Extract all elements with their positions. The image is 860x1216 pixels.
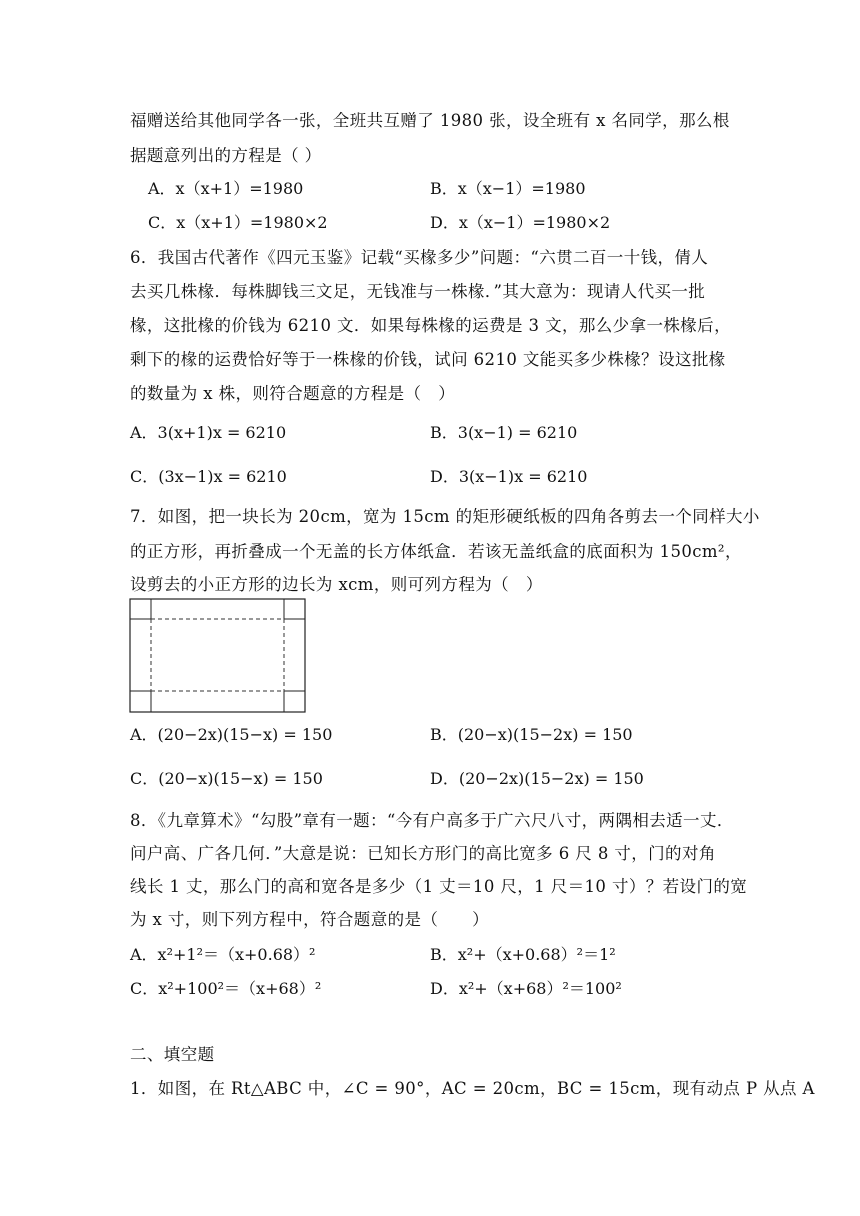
q8-option-a: A．x²+1²＝（x+0.68）² — [130, 945, 316, 964]
q6-line-2: 去买几株椽．每株脚钱三文足，无钱准与一株椽．”其大意为：现请人代买一批 — [130, 282, 706, 301]
q8-line-2: 问户高、广各几何．”大意是说：已知长方形门的高比宽多 6 尺 8 寸，门的对角 — [130, 844, 716, 863]
q5-option-d: D．x（x−1）=1980×2 — [430, 213, 611, 232]
q6-line-5: 的数量为 x 株，则符合题意的方程是（ ） — [130, 384, 456, 403]
q6-option-d: D．3(x−1)x = 6210 — [430, 467, 588, 486]
q8-line-4: 为 x 寸，则下列方程中，符合题意的是（ ） — [130, 910, 489, 929]
q7-option-d: D．(20−2x)(15−2x) = 150 — [430, 769, 644, 788]
q5-line-1: 福赠送给其他同学各一张，全班共互赠了 1980 张，设全班有 x 名同学，那么根 — [130, 111, 730, 130]
q7-option-c: C．(20−x)(15−x) = 150 — [130, 769, 323, 788]
q6-option-b: B．3(x−1) = 6210 — [430, 423, 578, 442]
q5-option-c: C．x（x+1）=1980×2 — [148, 213, 328, 232]
q7-line-3: 设剪去的小正方形的边长为 xcm，则可列方程为（ ） — [130, 575, 543, 594]
q5-option-a: A．x（x+1）=1980 — [148, 179, 304, 198]
fill-blank-q1-line: 1．如图，在 Rt△ABC 中，∠C = 90°，AC = 20cm，BC = 15cm，现有动点 P 从点 A — [130, 1079, 815, 1098]
outer-rectangle — [130, 599, 305, 712]
q6-option-a: A．3(x+1)x = 6210 — [130, 423, 287, 442]
q8-option-b: B．x²+（x+0.68）²＝1² — [430, 945, 616, 964]
q5-line-2: 据题意列出的方程是（ ） — [130, 146, 322, 165]
section-heading: 二、填空题 — [130, 1045, 215, 1064]
q7-line-1: 7．如图，把一块长为 20cm，宽为 15cm 的矩形硬纸板的四角各剪去一个同样大小 — [130, 507, 760, 526]
q8-option-c: C．x²+100²＝（x+68）² — [130, 979, 322, 998]
q7-option-a: A．(20−2x)(15−x) = 150 — [130, 725, 333, 744]
q5-option-b: B．x（x−1）=1980 — [430, 179, 586, 198]
q7-option-b: B．(20−x)(15−2x) = 150 — [430, 725, 633, 744]
q8-line-3: 线长 1 丈，那么门的高和宽各是多少（1 丈＝10 尺，1 尺＝10 寸）？若设门的宽 — [130, 877, 748, 896]
q8-line-1: 8．《九章算术》“勾股”章有一题：“今有户高多于广六尺八寸，两隅相去适一丈． — [130, 811, 734, 830]
q6-line-1: 6．我国古代著作《四元玉鉴》记载“买椽多少”问题：“六贯二百一十钱，倩人 — [130, 248, 709, 267]
q6-option-c: C．(3x−1)x = 6210 — [130, 467, 287, 486]
q8-option-d: D．x²+（x+68）²＝100² — [430, 979, 622, 998]
q6-line-4: 剩下的椽的运费恰好等于一株椽的价钱，试问 6210 文能买多少株椽？设这批椽 — [130, 350, 726, 369]
q6-line-3: 椽，这批椽的价钱为 6210 文．如果每株椽的运费是 3 文，那么少拿一株椽后， — [130, 316, 731, 335]
cardboard-figure — [129, 598, 307, 714]
q7-line-2: 的正方形，再折叠成一个无盖的长方体纸盒．若该无盖纸盒的底面积为 150cm²， — [130, 542, 742, 561]
